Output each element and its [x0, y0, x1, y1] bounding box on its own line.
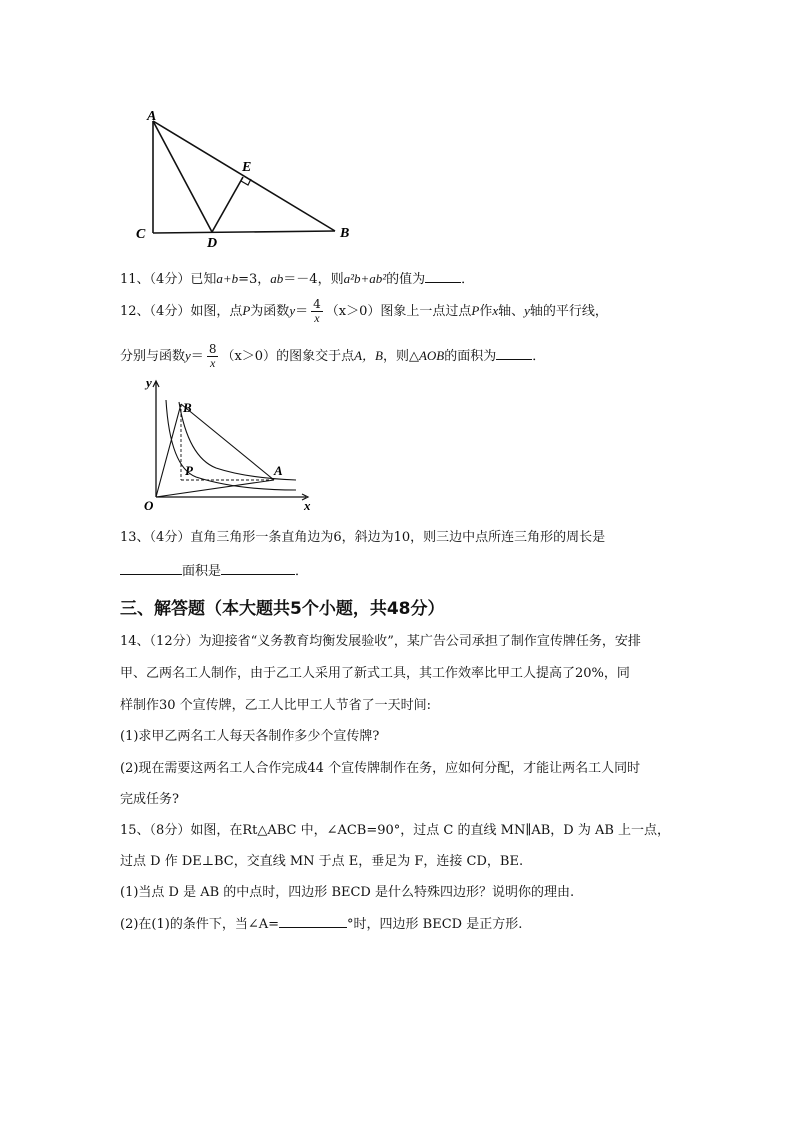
q12-text: 分别与函数 — [120, 349, 186, 364]
q12-text: 的图象交于点 — [276, 349, 355, 364]
q12-var-y: y — [524, 303, 530, 318]
side-cb — [153, 231, 335, 233]
q15-text: (2)在(1)的条件下，当∠A= — [120, 917, 280, 932]
q12-number: 12、（4分） — [120, 304, 191, 319]
q12-text: 为函数 — [250, 304, 290, 319]
fraction-denominator: x — [209, 356, 216, 370]
question-14-part2b: 完成任务? — [120, 792, 179, 807]
fraction-numerator: 8 — [208, 342, 217, 356]
q12-equals: ＝ — [295, 304, 309, 319]
q13-text: 面积是 — [182, 564, 222, 579]
q12-equals: ＝ — [190, 349, 204, 364]
side-ab — [153, 121, 335, 231]
label-b: B — [183, 400, 192, 415]
label-d: D — [207, 236, 218, 250]
q12-points-ab: A，B — [354, 348, 383, 363]
q11-text-after: 的值为 — [386, 272, 426, 287]
q11-expr2: ab — [270, 271, 284, 286]
question-14-part2a: (2)现在需要这两名工人合作完成44 个宣传牌制作在务，应如何分配，才能让两名工人同时 — [120, 761, 641, 776]
q11-end: ． — [461, 272, 475, 287]
question-15-part1: (1)当点 D 是 AB 的中点时，四边形 BECD 是什么特殊四边形？说明你的理由. — [120, 885, 575, 900]
q11-number: 11、（4分） — [120, 272, 191, 287]
label-x: x — [304, 498, 311, 513]
q12-var-x: x — [492, 303, 499, 318]
fraction-denominator: x — [314, 311, 320, 325]
question-13-line1: 13、（4分）直角三角形一条直角边为6，斜边为10，则三边中点所连三角形的周长是 — [120, 530, 606, 545]
q12-text: ，则△ — [382, 349, 419, 364]
segment-de — [212, 177, 243, 232]
q13-area-blank[interactable] — [221, 562, 295, 575]
label-b: B — [340, 226, 350, 241]
q12-text: 轴、 — [498, 304, 525, 319]
section-heading: 三、解答题（本大题共5个小题，共48分） — [120, 599, 445, 619]
q12-triangle-aob: AOB — [418, 348, 445, 363]
fraction-4-over-x — [311, 298, 323, 325]
q13-end: ． — [295, 564, 309, 579]
label-p: P — [185, 463, 193, 478]
q12-text: 的面积为 — [444, 349, 497, 364]
q11-expr1: a+b — [216, 271, 239, 286]
question-15-line2: 过点 D 作 DE⊥BC，交直线 MN 于点 E，垂足为 F，连接 CD，BE. — [120, 854, 524, 869]
q15-angle-blank[interactable] — [279, 915, 347, 928]
q11-answer-blank[interactable] — [425, 270, 461, 283]
label-y: y — [146, 375, 152, 390]
q12-text: 如图，点 — [190, 304, 243, 319]
q11-expr3: a²b+ab² — [343, 271, 387, 286]
q12-text: 轴的平行线， — [529, 304, 608, 319]
label-e: E — [242, 160, 252, 175]
question-15-part2 — [120, 915, 522, 934]
q12-condition: （x＞0） — [325, 304, 381, 319]
question-11 — [120, 270, 474, 289]
q11-eq1: =3， — [238, 272, 271, 287]
q12-text: 图象上一点过点 — [380, 304, 472, 319]
q12-point-p: P — [242, 303, 251, 318]
q12-answer-blank[interactable] — [496, 347, 532, 360]
q12-condition: （x＞0） — [221, 349, 277, 364]
question-13-line2 — [120, 562, 308, 581]
fraction-numerator: 4 — [313, 297, 321, 311]
question-14-line3: 样制作30 个宣传牌，乙工人比甲工人节省了一天时间: — [120, 698, 432, 713]
triangle-figure — [130, 105, 360, 250]
q11-eq2: ＝－4，则 — [283, 272, 344, 287]
q12-end: ． — [532, 349, 546, 364]
q11-text-before: 已知 — [190, 272, 217, 287]
question-14-part1: (1)求甲乙两名工人每天各制作多少个宣传牌? — [120, 729, 380, 744]
label-a: A — [147, 109, 157, 124]
question-12-line1 — [120, 298, 608, 325]
segment-ba — [181, 404, 274, 480]
segment-ad — [153, 121, 212, 232]
label-o: O — [144, 498, 154, 513]
segment-ob — [156, 404, 181, 497]
fraction-8-over-x — [207, 343, 219, 370]
label-c: C — [136, 227, 146, 242]
q12-point-p: P — [471, 303, 480, 318]
q13-perimeter-blank[interactable] — [120, 562, 182, 575]
q12-var-y: y — [185, 348, 191, 363]
question-12-line2 — [120, 343, 545, 370]
label-a: A — [274, 463, 283, 478]
q15-text: °时，四边形 BECD 是正方形. — [347, 917, 523, 932]
question-14-line2: 甲、乙两名工人制作，由于乙工人采用了新式工具，其工作效率比甲工人提高了20%，同 — [120, 666, 630, 681]
hyperbola-figure — [136, 372, 316, 517]
q12-var-y: y — [289, 303, 296, 318]
question-15-line1: 15、（8分）如图，在Rt△ABC 中，∠ACB=90°，过点 C 的直线 MN∥AB，D 为 AB 上一点， — [120, 823, 671, 838]
q12-text: 作 — [479, 304, 493, 319]
question-14-line1: 14、（12分）为迎接省“义务教育均衡发展验收”，某广告公司承担了制作宣传牌任务，安排 — [120, 634, 641, 649]
